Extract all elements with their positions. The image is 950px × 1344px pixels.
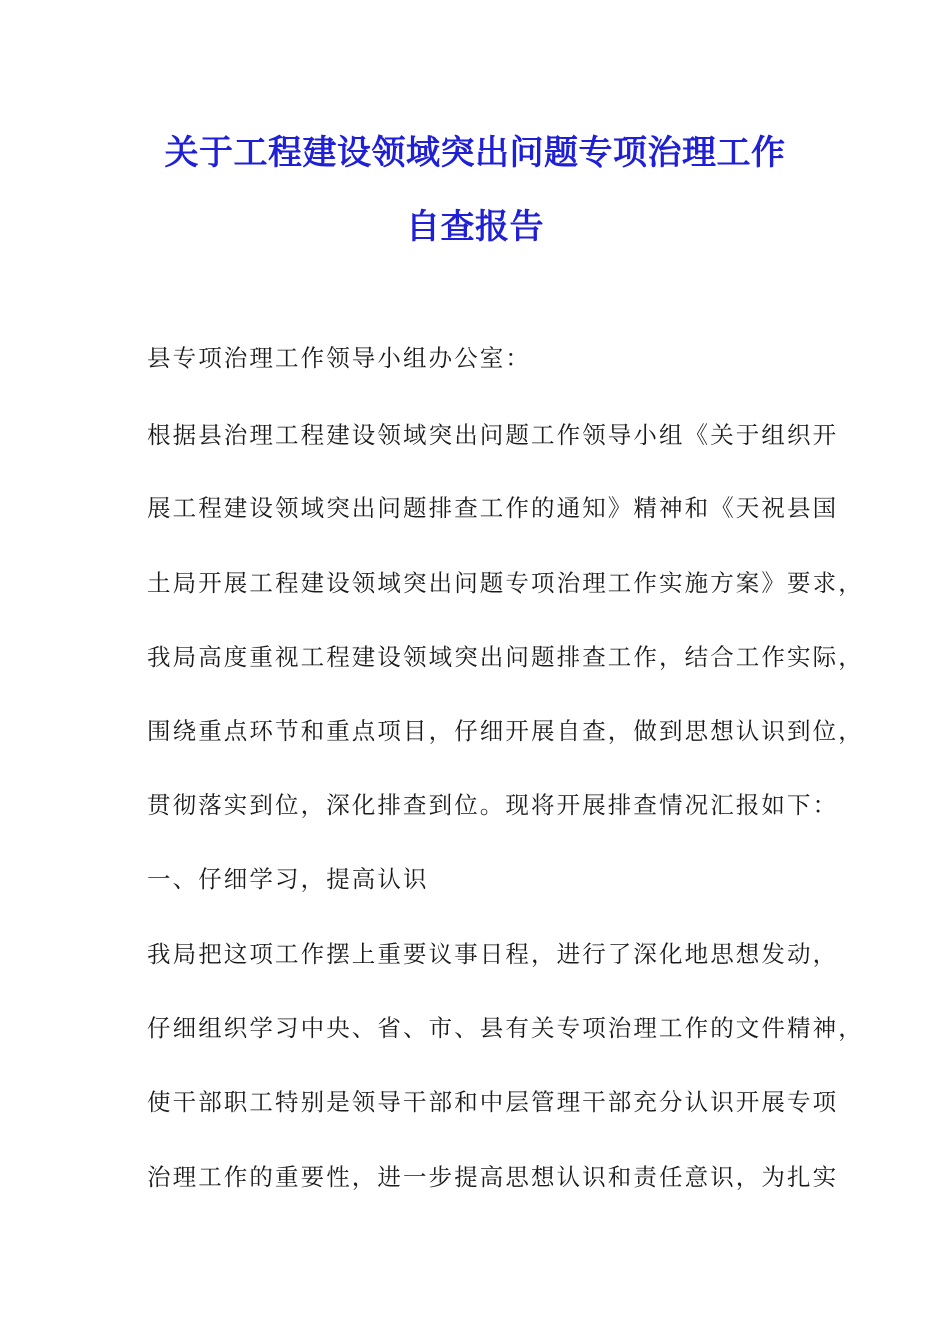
document-title-line-1: 关于工程建设领域突出问题专项治理工作 — [164, 133, 786, 173]
body-line-9: 仔细组织学习中央、省、市、县有关专项治理工作的文件精神， — [147, 1014, 864, 1042]
body-line-8: 我局把这项工作摆上重要议事日程，进行了深化地思想发动， — [147, 940, 839, 968]
body-line-5: 围绕重点环节和重点项目，仔细开展自查，做到思想认识到位， — [147, 717, 864, 745]
body-line-4: 我局高度重视工程建设领域突出问题排查工作，结合工作实际， — [147, 643, 864, 671]
body-line-1: 根据县治理工程建设领域突出问题工作领导小组《关于组织开 — [147, 421, 839, 449]
body-line-10: 使干部职工特别是领导干部和中层管理干部充分认识开展专项 — [147, 1088, 839, 1116]
addressee-line: 县专项治理工作领导小组办公室： — [147, 344, 531, 372]
body-line-3: 土局开展工程建设领域突出问题专项治理工作实施方案》要求， — [147, 569, 864, 597]
body-line-6: 贯彻落实到位，深化排查到位。现将开展排查情况汇报如下： — [147, 791, 839, 819]
document-title-line-2: 自查报告 — [406, 207, 544, 247]
body-line-2: 展工程建设领域突出问题排查工作的通知》精神和《天祝县国 — [147, 494, 839, 522]
section-heading-1: 一、仔细学习，提高认识 — [147, 865, 429, 893]
body-line-11: 治理工作的重要性，进一步提高思想认识和责任意识，为扎实 — [147, 1163, 839, 1191]
